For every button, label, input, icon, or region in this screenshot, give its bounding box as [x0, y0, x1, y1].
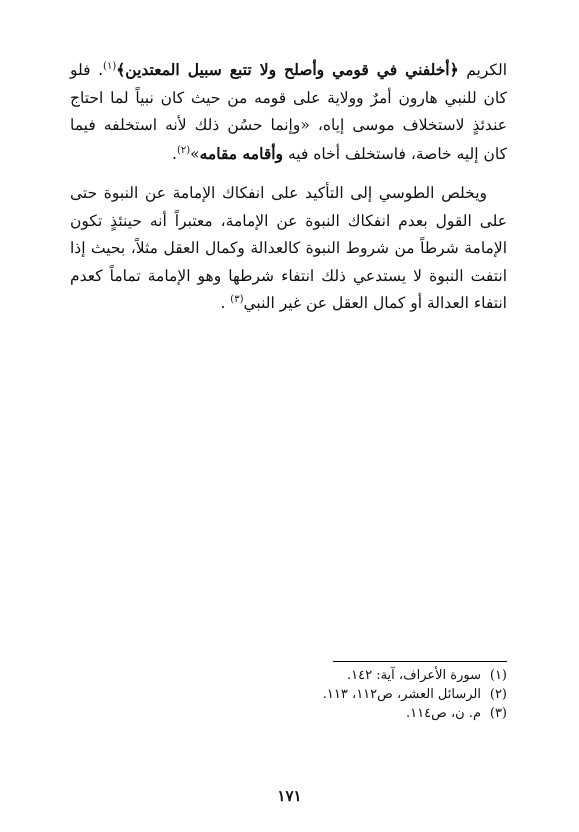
- footnote-text: م. ن، ص١١٤.: [406, 706, 481, 721]
- footnote-ref-3: (٣): [230, 293, 244, 305]
- text-run: .: [172, 144, 177, 163]
- paragraph-1: [70, 56, 507, 168]
- footnote-text: الرسائل العشر، ص١١٢، ١١٣.: [322, 687, 481, 702]
- footnote-number: (٣): [489, 706, 507, 721]
- main-text: [70, 56, 507, 318]
- footnotes: [70, 666, 507, 723]
- footnote-ref-1: (١): [103, 60, 117, 72]
- footnote-number: (١): [489, 668, 507, 683]
- footnote-3: [70, 704, 507, 723]
- footnote-number: (٢): [489, 687, 507, 702]
- footnote-2: [70, 685, 507, 704]
- text-run: . فلو كان للنبي هارون أمرٌ وولاية على قومه من حيث كان نبياً لما احتاج عندئذٍ لاستخلاف موسى إياه، «وإنما حسُن ذلك لأنه استخلفه فيما كان إليه خاصة، فاستخلف أخاه فيه: [70, 61, 507, 163]
- page-number: ١٧١: [277, 787, 302, 805]
- footnote-divider: [333, 661, 507, 662]
- text-run: ويخلص الطوسي إلى التأكيد على انفكاك الإمامة عن النبوة حتى على القول بعدم انفكاك النبوة عن الإمامة، معتبراً أنه حينئذٍ تكون الإمامة شرطاً من شروط النبوة كالعدالة وكمال العقل مثلاً، بحيث إذا انتفت النبوة لا يستدعي ذلك انتفاء شرطها وهو الإمامة تماماً كعدم انتفاء العدالة أو كمال العقل عن غير النبي: [70, 184, 507, 312]
- footnote-text: سورة الأعراف، آية: ١٤٢.: [346, 668, 481, 683]
- quote-mark: »: [190, 144, 200, 163]
- text-run: .: [220, 294, 231, 312]
- text-run-bold: وأقامه مقامه: [199, 143, 284, 163]
- paragraph-2: [70, 180, 507, 318]
- footnote-ref-2: (٢): [176, 144, 191, 156]
- text-run: الكريم: [458, 61, 508, 79]
- quran-quote: ﴿أخلفني في قومي وأصلح ولا تتبع سبيل المعتدين﴾: [116, 60, 459, 79]
- footnote-1: [70, 666, 507, 685]
